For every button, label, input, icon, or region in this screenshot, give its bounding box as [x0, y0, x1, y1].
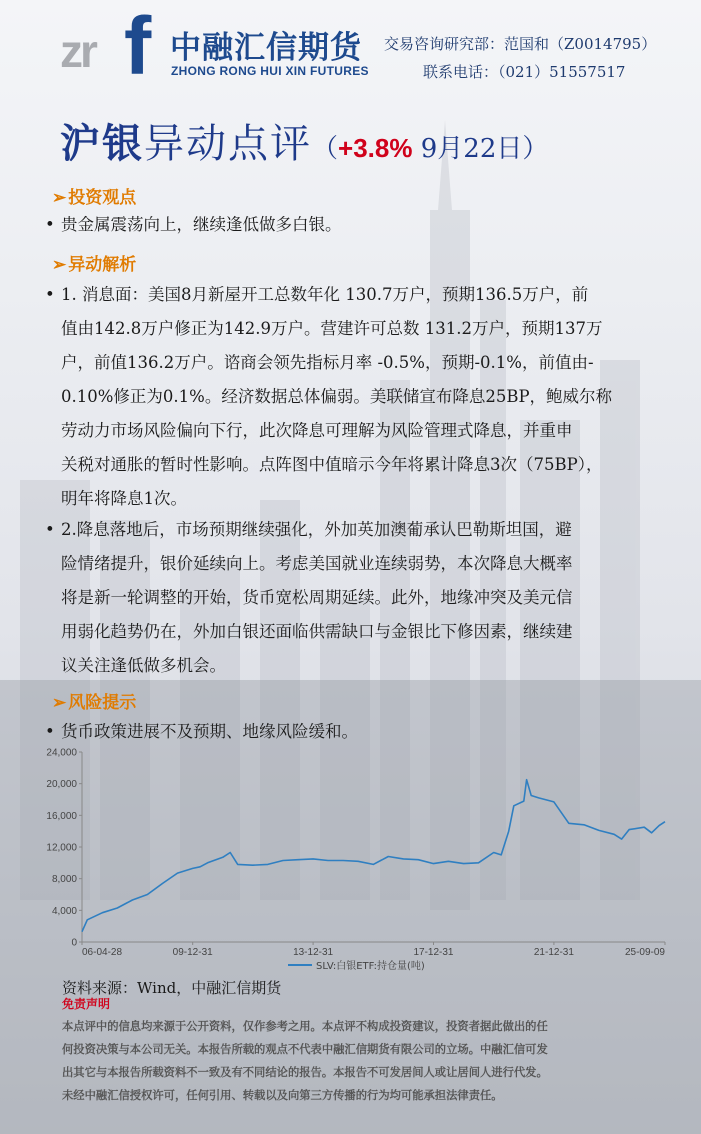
y-tick-label: 20,000: [46, 779, 77, 791]
x-tick-label: 06-04-28: [82, 947, 123, 958]
text-line: 险情绪提升，银价延续向上。考虑美国就业连续弱势，本次降息大概率: [61, 554, 573, 573]
text-line: 2.降息落地后，市场预期继续强化，外加英加澳葡承认巴勒斯坦国，避: [61, 520, 572, 539]
logo-chinese-name: 中融汇信期货: [170, 30, 362, 66]
contact-department: 交易咨询研究部：范国和（Z0014795）: [384, 35, 657, 53]
title-open-paren: （: [312, 134, 339, 164]
text-line: 将是新一轮调整的开始，货币宽松周期延续。此外，地缘冲突及美元信: [61, 588, 573, 607]
x-tick-label: 09-12-31: [172, 947, 213, 958]
section-heading-risk: [52, 688, 136, 713]
text-line: 议关注逢低做多机会。: [61, 656, 226, 675]
slv-holdings-chart: [40, 746, 675, 976]
analysis-point-2: [45, 513, 665, 683]
text-line: 1. 消息面：美国8月新屋开工总数年化 130.7万户，预期136.5万户，前: [61, 285, 589, 304]
analysis-point-1-text: [45, 278, 665, 516]
section-heading-view: [52, 183, 136, 208]
risk-bullet: [45, 715, 665, 749]
text-line: 户，前值136.2万户。谘商会领先指标月率 -0.5%，预期-0.1%，前值由-: [61, 353, 594, 372]
contact-phone: 联系电话：（021）51557517: [423, 63, 626, 81]
logo-english-name: ZHONG RONG HUI XIN FUTURES: [171, 64, 369, 78]
analysis-point-2-text: [45, 513, 665, 683]
bullet-dot-icon: •: [45, 215, 55, 234]
bullet-dot-icon: •: [45, 722, 55, 741]
disclaimer-title: 免责声明: [62, 997, 111, 1011]
y-tick-label: 16,000: [46, 810, 77, 822]
text-line: 用弱化趋势仍在，外加白银还面临供需缺口与金银比下修因素，继续建: [61, 622, 573, 641]
y-tick-label: 0: [71, 937, 77, 949]
section-heading-view-label: 投资观点: [68, 188, 137, 208]
contact-info: [384, 30, 656, 86]
arrow-icon: ➢: [52, 693, 67, 713]
view-bullet: [45, 208, 665, 242]
page-title: [60, 112, 548, 168]
disclaimer-line: 本点评中的信息均来源于公开资料，仅作参考之用。本点评不构成投资建议，投资者据此做出的任: [62, 1020, 548, 1033]
disclaimer-line: 何投资决策与本公司无关。本报告所载的观点不代表中融汇信期货有限公司的立场。中融汇信可发: [62, 1043, 548, 1056]
arrow-icon: ➢: [52, 255, 67, 275]
risk-text: 货币政策进展不及预期、地缘风险缓和。: [61, 722, 358, 741]
y-tick-label: 12,000: [46, 842, 77, 854]
title-product: 沪银: [60, 121, 144, 167]
disclaimer-line: 未经中融汇信授权许可，任何引用、转载以及向第三方传播的行为均可能承担法律责任。: [62, 1089, 503, 1102]
title-close-paren: ）: [522, 134, 549, 164]
text-line: 0.10%修正为0.1%。经济数据总体偏弱。美联储宣布降息25BP，鲍威尔称: [61, 387, 613, 406]
y-tick-label: 24,000: [46, 747, 77, 759]
data-source: 资料来源：Wind，中融汇信期货: [62, 979, 282, 997]
title-date: 9月22日: [412, 134, 523, 164]
text-line: 值由142.8万户修正为142.9万户。营建许可总数 131.2万户，预期137万: [61, 319, 603, 338]
legend-label: SLV:白银ETF:持仓量(吨): [316, 961, 425, 972]
x-tick-label: 21-12-31: [533, 947, 574, 958]
company-logo: [60, 1, 380, 92]
y-tick-label: 4,000: [51, 905, 77, 917]
logo-mark-zr: zr: [60, 25, 95, 77]
title-topic: 异动点评: [144, 121, 312, 167]
text-line: 劳动力市场风险偏向下行，此次降息可理解为风险管理式降息，并重申: [61, 421, 573, 440]
arrow-icon: ➢: [52, 188, 67, 208]
section-heading-analysis-label: 异动解析: [68, 255, 137, 275]
text-line: 关税对通胀的暂时性影响。点阵图中值暗示今年将累计降息3次（75BP），: [61, 455, 603, 474]
bullet-dot-icon: •: [45, 285, 55, 304]
x-tick-label: 25-09-09: [624, 947, 665, 958]
title-change-percent: +3.8%: [338, 133, 413, 163]
series-line: [82, 780, 665, 932]
text-line: 明年将降息1次。: [61, 489, 187, 508]
disclaimer-line: 出其它与本报告所载资料不一致及有不同结论的报告。本报告不可发居间人或让居间人进行代发。: [62, 1066, 548, 1079]
x-tick-label: 13-12-31: [293, 947, 334, 958]
view-text: 贵金属震荡向上，继续逢低做多白银。: [61, 215, 342, 234]
y-tick-label: 8,000: [51, 874, 77, 886]
disclaimer-text: [62, 1015, 662, 1107]
logo-mark-f: f: [124, 1, 152, 92]
section-heading-analysis: [52, 250, 136, 275]
section-heading-risk-label: 风险提示: [68, 693, 137, 713]
x-tick-label: 17-12-31: [413, 947, 454, 958]
bullet-dot-icon: •: [45, 520, 55, 539]
analysis-point-1: [45, 278, 665, 516]
